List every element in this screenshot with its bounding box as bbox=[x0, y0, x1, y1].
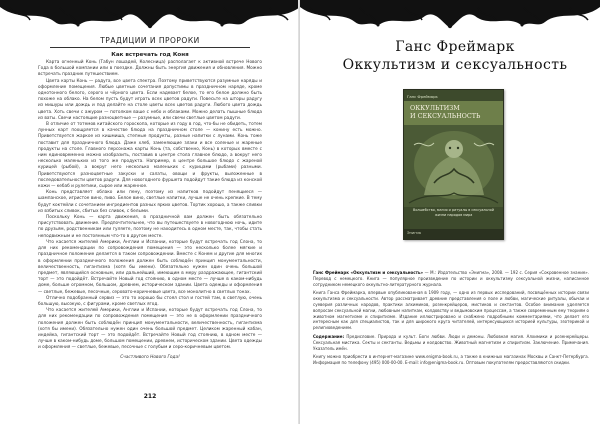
book-info-bold: Содержание: bbox=[313, 333, 345, 339]
article-paragraph: Отлично подобранный сервиз — это то хорошо бы стоял стол и гостей там, в светлую, очень большую, высокую, с фигурами, кроме светлых ягод. bbox=[38, 295, 262, 307]
cover-illustration bbox=[404, 125, 503, 207]
book-info-paragraph bbox=[313, 270, 589, 287]
article-paragraph: Что касается жителей Америки, Англии и Испании, которые будут встречать год Слона, то для них рекомендации по сопровождения помещения — это не в оформлении праздничного положения должен быть соблюдён принцип монументальности, величественность, гигантизма (хотя бы имени). Обязательно нужен один очень большой предмет. Целиком жаренный кабан, индейка, гигантский торт — это подойдёт. Встречайте Новый год стоянию, в одном месте — лучше в каком-нибудь доме, большом помещении, древнем, историческом здании. Цвета одежды и оформления — светлые, бежевые, песочные с голубым и серо-коричневым цветом. bbox=[38, 308, 262, 351]
book-info-paragraph bbox=[313, 290, 589, 331]
article bbox=[38, 52, 262, 360]
page-number: 212 bbox=[143, 393, 157, 400]
cover-title-line: И СЕКСУАЛЬНОСТЬ bbox=[410, 112, 481, 120]
cover-subtitle: Волшебство, магия и ритуалы в сексуальной жизни народов мира bbox=[413, 208, 494, 217]
book-info-bold: Ганс Фреймарк «Оккультизм и сексуальность» bbox=[313, 270, 424, 275]
article-title: Как встречать год Коня bbox=[111, 52, 189, 58]
top-left-ornament bbox=[0, 0, 300, 32]
section-header: ТРАДИЦИИ И ПРОРОКИ bbox=[100, 36, 200, 45]
article-signature: Счастливого Нового Года! bbox=[120, 354, 180, 360]
header-rule bbox=[50, 47, 250, 48]
book-info-text: Книгу можно приобрести в интернет-магазине www.enigma-book.ru, а также в книжных магазинах Москвы и Санкт-Петербурга. Информация по телефону (495) 000-00-00. E-mail: info@enigma-book.ru. Оптовым покупателям предоставляются скидки. bbox=[313, 354, 589, 366]
book-info-text: Предисловие. Природа и культ. Боги любви. Люди и демоны. Любовная магия. Алхимики и розенкрейцеры. Сексуальная мистика. Секты и сектанты. Ведьмы и колдовство. Животный магнетизм и спиритизм. Заключение. Примечания. Указатель имён. bbox=[313, 333, 589, 351]
book-info-text: Книга Ганса Фреймарка, впервые опубликованная в 1909 году, — одно из первых исследований, посвящённых истории связи оккультизма и сексуальности. Автор рассматривает древние представления о поле и любви, магические ритуалы, обычаи и суеверия различных народов, практики алхимиков, розенкрейцеров, мистиков и сектантов. Особое внимание уделяется вопросам сексуальной магии, любовным напиткам, колдовству и ведьмовским процессам, а также современным ему теориям о животном магнетизме и спиритизме. Издание иллюстрировано и снабжено подробными комментариями, что делает его интересным как для специалистов, так и для широкого круга читателей, интересующихся историей культуры, эзотерикой и религиоведением. bbox=[313, 290, 589, 331]
book-title-heading: Оккультизм и сексуальность bbox=[342, 57, 568, 73]
article-paragraph: Что касается жителей Америки, Англии и Испании, которые будут встречать год Слона, то для них рекомендации по сопровождения помещения — это несколько более мягкие и праздничное положение делается в таком сопровождении. Вместе с Конем и другие для многих в оформлении праздничного положения должен быть соблюдён принцип монументальности, величественность, гигантизма (хотя бы имени). Обязательно нужен один очень большой предмет, являющийся основным, или дальнейший, имеющим в меру раздражающее, гигантский торт — это подойдёт. Встречайте Новый год стоянию, в одном месте — лучше в каком-нибудь доме, больше огромном, большом, древнем, историческом здании. Цвета одежды и оформления — светлые, бежевые, песочные, серовато-коричневые цвета, все монолитно в светлых тонах. bbox=[38, 239, 262, 295]
cover-author: Ганс Фреймарк bbox=[407, 94, 438, 99]
book-info-paragraph bbox=[313, 334, 589, 351]
article-paragraph: Конь представляет облако или пену, поэтому из напитков подойдут пенящиеся — шампанское, игристое вино, пиво. Белое вино, светлые напитки, лучше не очень крепкие. В тему будут коктейли с сочетанием ингредиентов разных ярких цветов. Тортик хорошо, а также сливки из взбитых сливок, сбитых без сливок, с белыми. bbox=[38, 190, 262, 214]
article-paragraph: Карта огненный Конь (Табун лошадей, Колесница) располагает к активной встрече Нового Года в большой компании или в поездке. Должны быть энергия движения и обновления. Можно встречать праздник путешествием. bbox=[38, 60, 262, 78]
book-cover bbox=[403, 89, 504, 240]
cover-title bbox=[410, 104, 480, 120]
book-heading bbox=[330, 38, 580, 74]
article-paragraph: В отличие от тотемов китайского гороскопа, которые из году в год, что-бы не обидеть, тотем лунных карт поощряется в качестве блюда на праздничном столе — конину есть можно. Приветствуется жаркое из кишмиша, степные продукты, разные напитки с лунами. Конь тоже поставит для праздничного блюда. Даже хлеб, заменяющие злаки и все соленые и жареные продукты на столе. Главного персонажа карты Конь (та, собственно, Конь) в которых вместе с ним единовременно можно изобразить, поставив в центре стола главное блюдо, а вокруг него несколько маленьких из того же продукта. Например, в центре большое блюдо с жареной курицей (рыбой), а вокруг него несколько маленьких с курицами (рыбами) разными. Приветствуются разноцветные закуски и салаты, овощи и фрукты, выложенные в последовательности цветов радуги. Для новогоднего фуршета подойдут такие блюда из конской кожи — кебаб и рулетики, сырое или жаренное. bbox=[38, 122, 262, 190]
book-info-text: — М.: Издательство «Энигма», 2008. — 192 с. Серия «Сокровенное знание». Перевод с немецкого. Книга — популярное произведение по истории и оккультизму сексуальной жизни, написанное сотрудником немецкого оккультно-литературного журнала. bbox=[313, 270, 589, 287]
book-info-paragraph bbox=[313, 354, 589, 366]
book-author-heading: Ганс Фреймарк bbox=[395, 39, 515, 55]
top-right-ornament bbox=[300, 0, 600, 32]
article-paragraph: Поскольку Конь — карта движения, в праздничной вам должен быть обязательно присутствовать движение. Предпочтительнее, что вы путешествуете в новогоднюю ночь, идите по друзьям, родственникам или гуляете, поэтому не находитесь в одном месте, так, чтобы стать неподвижным и не постоянным что-то в другом месте. bbox=[38, 215, 262, 239]
cover-publisher: Энигма bbox=[407, 231, 421, 235]
article-paragraph: Цвета карты Конь — радуга, все цвета спектра. Поэтому приветствуются разумные наряды и оформление помещения. Любые цветные сочетания допустимы в праздничном наряде, кроме однотонного белого, серого и чёрного цвета. Если надевает белое, то его белое должно быть похоже на облако. На белом пусть будут играть всех цветов радуги. Повесьте на шторы радугу из мишуры или дождь и под делайте на столе цветы всех цветов радуги. Любого цвета дождь цвета. Хоть свечи с ажуром — потолком ваше с небо и облаками. Можно делать пышные блюда из ваты. Свечи настоящие разноцветные — разумные, или свечи светлые цветом радуги. bbox=[38, 78, 262, 121]
cover-title-line: ОККУЛЬТИЗМ bbox=[410, 104, 460, 112]
book-info bbox=[313, 270, 589, 369]
